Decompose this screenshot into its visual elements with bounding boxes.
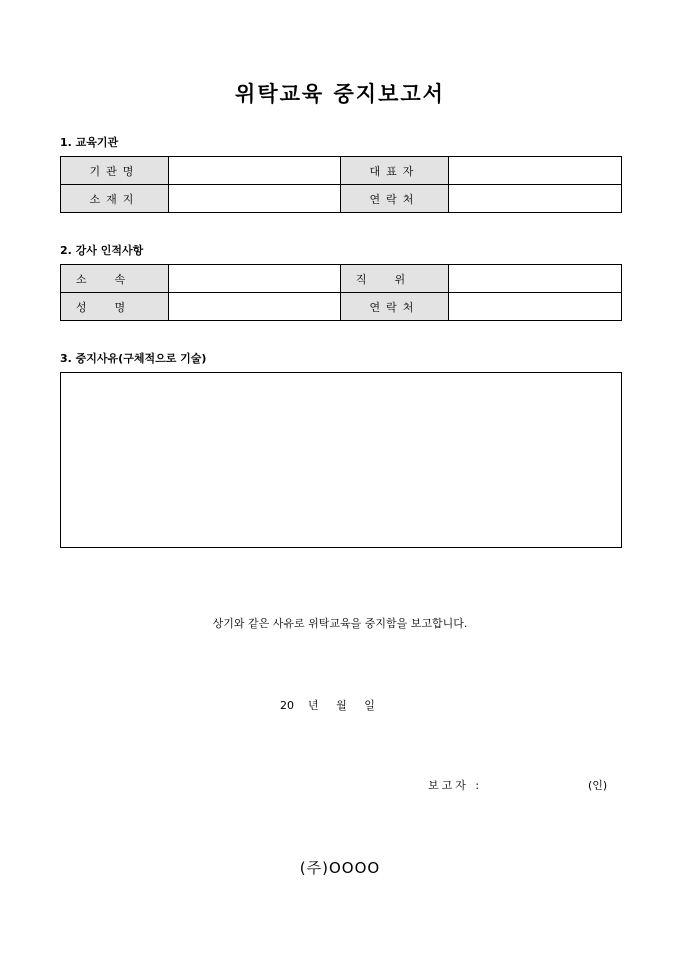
representative-field[interactable] bbox=[449, 157, 622, 185]
table-row bbox=[61, 185, 622, 213]
table-row bbox=[61, 265, 622, 293]
institution-table bbox=[60, 156, 622, 213]
document-title: 위탁교육 중지보고서 bbox=[235, 81, 445, 106]
institution-name-header: 기관명 bbox=[61, 157, 169, 185]
instructor-table bbox=[60, 264, 622, 321]
position-field[interactable] bbox=[449, 265, 622, 293]
section-2-label: 2. 강사 인적사항 bbox=[60, 244, 144, 257]
institution-name-field[interactable] bbox=[169, 157, 341, 185]
institution-contact-header: 연락처 bbox=[341, 185, 449, 213]
location-header: 소재지 bbox=[61, 185, 169, 213]
location-field[interactable] bbox=[169, 185, 341, 213]
date-line: 20 년 월 일 bbox=[280, 699, 375, 712]
affiliation-header: 소속 bbox=[61, 265, 169, 293]
representative-header: 대표자 bbox=[341, 157, 449, 185]
instructor-contact-field[interactable] bbox=[449, 293, 622, 321]
seal-mark: (인) bbox=[588, 779, 608, 792]
section-1-label: 1. 교육기관 bbox=[60, 136, 119, 149]
section-3-label: 3. 중지사유(구체적으로 기술) bbox=[60, 352, 207, 365]
table-row bbox=[61, 293, 622, 321]
company-name: (주)OOOO bbox=[299, 859, 381, 877]
table-row bbox=[61, 157, 622, 185]
report-statement: 상기와 같은 사유로 위탁교육을 중지함을 보고합니다. bbox=[212, 617, 468, 630]
affiliation-field[interactable] bbox=[169, 265, 341, 293]
reporter-label: 보고자 : bbox=[428, 779, 483, 792]
instructor-name-field[interactable] bbox=[169, 293, 341, 321]
instructor-name-header: 성명 bbox=[61, 293, 169, 321]
instructor-contact-header: 연락처 bbox=[341, 293, 449, 321]
suspension-reason-field[interactable] bbox=[60, 372, 622, 548]
institution-contact-field[interactable] bbox=[449, 185, 622, 213]
position-header: 직위 bbox=[341, 265, 449, 293]
